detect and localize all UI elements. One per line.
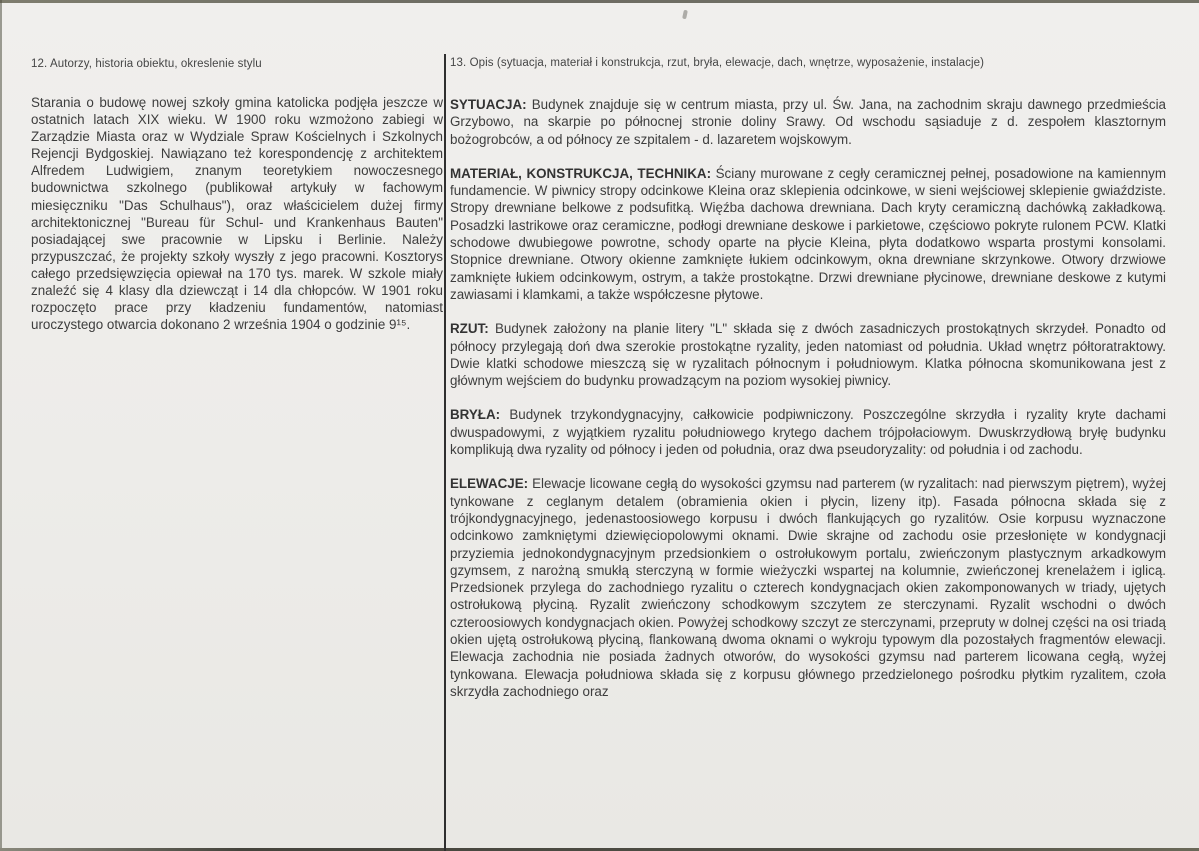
column-divider [444, 54, 446, 851]
paragraph-label: BRYŁA: [450, 407, 501, 423]
scan-artifact [682, 10, 688, 20]
field-12-history-text: Starania o budowę nowej szkoły gmina katolicka podjęła jeszcze w ostatnich latach XIX wieku. W 1900 roku wzmożono zabiegi w Zarządzie Miasta oraz w Wydziale Spraw Kościelnych i Szkolnych Rejencji Bydgoskiej. Nawiązano też korespondencję z architektem Alfredem Ludwigiem, znanym teoretykiem nowoczesnego budownictwa szkolnego (publikował artykuły w fachowym miesięczniku "Das Schulhaus"), oraz właścicielem dużej firmy architektonicznej "Bureau für Schul- und Krankenhaus Bauten" posiadającej swe pracownie w Lipsku i Berlinie. Należy przypuszczać, że projekty szkoły wyszły z jego pracowni. Kosztorys całego przedsięwzięcia opiewał na 170 tys. marek. W szkole miały znaleźć się 4 klasy dla dziewcząt i 14 dla chłopców. W 1901 roku rozpoczęto prace przy kładzeniu fundamentów, natomiast uroczystego otwarcia dokonano 2 września 1904 o godzinie 9¹⁵. [31, 95, 443, 333]
field-12-header: 12. Autorzy, historia obiektu, okreslenie stylu [31, 58, 262, 70]
paragraph-label: RZUT: [450, 321, 489, 337]
paragraph-label: ELEWACJE: [450, 476, 529, 492]
description-paragraph: BRYŁA: Budynek trzykondygnacyjny, całkowicie podpiwniczony. Poszczególne skrzydła i ryzality kryte dachami dwuspadowymi, z wyjątkiem ryzalitu południowego krytego dachem trójpołaciowym. Dwuskrzydłową bryłę budynku komplikują dwa ryzality od północy i jeden od południa, oraz dwa pseudoryzality: od południa i od zachodu. [450, 407, 1166, 458]
description-paragraph: SYTUACJA: Budynek znajduje się w centrum miasta, przy ul. Św. Jana, na zachodnim skraju dawnego przedmieścia Grzybowo, na skarpie po północnej stronie doliny Srawy. Od wschodu sąsiaduje z d. zespołem klasztornym bożogrobców, a od północy ze szpitalem - d. lazaretem wojskowym. [450, 97, 1166, 147]
scan-edge-left [0, 0, 2, 851]
description-paragraphs [450, 96, 1166, 717]
description-paragraph: RZUT: Budynek założony na planie litery "L" składa się z dwóch zasadniczych prostokątnych skrzydeł. Ponadto od północy przylegają doń dwa szerokie prostokątne ryzality, jeden natomiast od południa. Układ wnętrz półtoratraktowy. Dwie klatki schodowe mieszczą się w ryzalitach północnym i południowym. Klatka północna skomunikowana jest z głównym wejściem do budynku prowadzącym na poziom wysokiej piwnicy. [450, 321, 1166, 389]
paragraph-label: SYTUACJA: [450, 97, 527, 112]
description-paragraph: MATERIAŁ, KONSTRUKCJA, TECHNIKA: Ściany murowane z cegły ceramicznej pełnej, posadowione na kamiennym fundamencie. W piwnicy stropy odcinkowe Kleina oraz sklepienia odcinkowe, w sieni wejściowej sklepienie gwiaździste. Stropy drewniane belkowe z podsufitką. Więźba dachowa drewniana. Dach kryty ceramiczną dachówką zakładkową. Posadzki lastrikowe oraz ceramiczne, podłogi drewniane deskowe i parkietowe, częściowo pokryte rulonem PCW. Klatki schodowe dwubiegowe powrotne, schody oparte na płycie Kleina, płyta dodatkowo wsparta prostymi konsolami. Stopnice drewniane. Otwory okienne zamknięte łukiem odcinkowym, okna drewniane skrzynkowe. Otwory drzwiowe zamknięte łukiem odcinkowym, ostrym, a także prostokątne. Drzwi drewniane płycinowe, drewniane deskowe z kutymi zawiasami i klamkami, a także współczesne płytowe. [450, 165, 1166, 302]
scan-edge-top [0, 0, 1199, 3]
paragraph-label: MATERIAŁ, KONSTRUKCJA, TECHNIKA: [450, 165, 712, 181]
field-13-header: 13. Opis (sytuacja, materiał i konstrukcja, rzut, bryła, elewacje, dach, wnętrze, wyposażenie, instalacje) [450, 57, 985, 69]
description-paragraph: ELEWACJE: Elewacje licowane cegłą do wysokości gzymsu nad parterem (w ryzalitach: nad pierwszym piętrem), wyżej tynkowane z ceglanym detalem (obramienia okien i płycin, lizeny itp). Fasada północna składa się z trójkondygnacyjnego, jedenastoosiowego korpusu i dwóch flankujących go ryzalitów. Osie korpusu wyznaczone odcinkowo zamkniętymi dziewięciopolowymi oknami. Dwie skrajne od zachodu osie przesłonięte w kondygnacji przyziemia jednokondygnacyjnym przedsionkiem o ostrołukowym portalu, zwieńczonym plastycznym arkadkowym gzymsem, z narożną smukłą sterczyną w formie wieżyczki wspartej na kolumnie, zwieńczonej krenelażem i iglicą. Przedsionek przylega do zachodniego ryzalitu o czterech kondygnacjach okien zakomponowanych w triady, ujętych ostrołukową płyciną. Ryzalit zwieńczony schodkowym szczytem ze sterczynami. Ryzalit wschodni o dwóch czteroosiowych kondygnacjach okien. Powyżej schodkowy szczyt ze sterczynami, przepruty w dolnej części na osi triadą okien ujętą ostrołukową płyciną, flankowaną dwoma oknami o wykroju typowym dla pozostałych fragmentów elewacji. Elewacja zachodnia nie posiada żadnych otworów, do wysokości gzymsu nad parterem licowana cegłą, wyżej tynkowana. Elewacja południowa składa się z korpusu głównego przedzielonego pośrodku płytkim ryzalitem, czoła skrzydła zachodniego oraz [450, 476, 1166, 699]
